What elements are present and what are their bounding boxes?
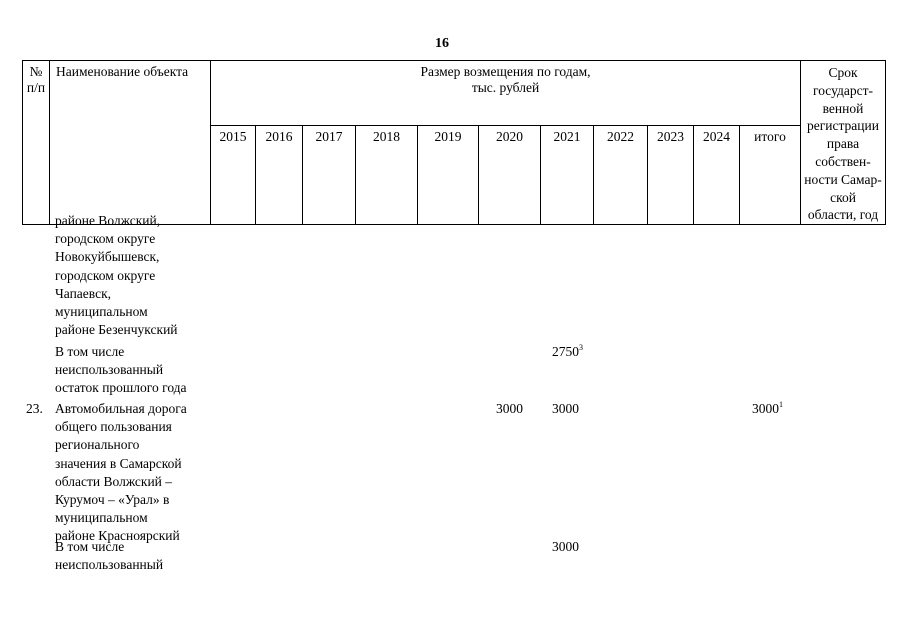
header-term-line: ности Самар- xyxy=(804,171,882,187)
header-year-2015: 2015 xyxy=(211,125,256,224)
header-object-name: Наименование объекта xyxy=(50,61,211,225)
header-compensation-title: Размер возмещения по годам, xyxy=(420,64,591,79)
value-total xyxy=(752,400,783,418)
value-2021: 3000 xyxy=(552,539,579,554)
header-term-line: регистрации xyxy=(807,118,879,134)
name-line: регионального xyxy=(55,437,140,453)
name-line: Автомобильная дорога xyxy=(55,401,187,416)
row-object-name xyxy=(55,400,215,546)
row-object-name xyxy=(55,212,215,339)
header-compensation xyxy=(211,61,801,126)
header-year-2023: 2023 xyxy=(648,125,694,224)
name-line: В том числе xyxy=(55,344,125,359)
footnote-mark: 3 xyxy=(579,343,583,352)
header-number: № п/п xyxy=(23,61,50,225)
header-term-line: области, год xyxy=(807,207,879,223)
header-year-2021: 2021 xyxy=(541,125,594,224)
header-year-2024: 2024 xyxy=(694,125,740,224)
header-year-2016: 2016 xyxy=(256,125,303,224)
page-number: 16 xyxy=(435,36,449,51)
value-2020: 3000 xyxy=(496,401,523,416)
header-term-line: государст- xyxy=(813,82,873,98)
header-total: итого xyxy=(740,125,801,224)
row-object-name xyxy=(55,538,215,574)
header-year-2018: 2018 xyxy=(356,125,418,224)
name-line: Новокуйбышевск, xyxy=(55,249,160,265)
header-year-2022: 2022 xyxy=(594,125,648,224)
name-line: неиспользованный xyxy=(55,557,164,573)
name-line: районе Безенчукский xyxy=(55,322,178,338)
value-text: 2750 xyxy=(552,344,579,359)
name-line: общего пользования xyxy=(55,419,172,435)
name-line: муниципальном xyxy=(55,510,148,526)
value-2021: 3000 xyxy=(552,401,579,416)
name-line: остаток прошлого года xyxy=(55,380,187,396)
header-registration-term xyxy=(801,61,886,225)
value-text: 3000 xyxy=(752,401,779,416)
name-line: районе Волжский, xyxy=(55,213,161,228)
name-line: Курумоч – «Урал» в xyxy=(55,492,170,508)
row-object-name xyxy=(55,343,215,398)
row-number: 23. xyxy=(26,401,43,416)
header-year-2017: 2017 xyxy=(303,125,356,224)
header-term-line: права xyxy=(826,136,860,152)
name-line: муниципальном xyxy=(55,304,148,320)
name-line: области Волжский – xyxy=(55,473,173,489)
value-2021 xyxy=(552,343,583,361)
header-year-2020: 2020 xyxy=(479,125,541,224)
name-line: неиспользованный xyxy=(55,362,164,378)
name-line: городском округе xyxy=(55,231,156,247)
header-term-line: венной xyxy=(822,100,864,116)
header-compensation-units: тыс. рублей xyxy=(471,80,540,95)
header-term-line: Срок xyxy=(828,65,858,80)
table-header xyxy=(22,60,886,225)
name-line: городском округе xyxy=(55,267,156,283)
header-year-2019: 2019 xyxy=(418,125,479,224)
header-term-line: ской xyxy=(830,189,856,205)
name-line: значения в Самарской xyxy=(55,455,182,471)
name-line: районе Красноярский xyxy=(55,528,180,544)
name-line: В том числе xyxy=(55,539,125,554)
name-line: Чапаевск, xyxy=(55,285,112,301)
header-term-line: собствен- xyxy=(815,153,871,169)
footnote-mark: 1 xyxy=(779,400,783,409)
